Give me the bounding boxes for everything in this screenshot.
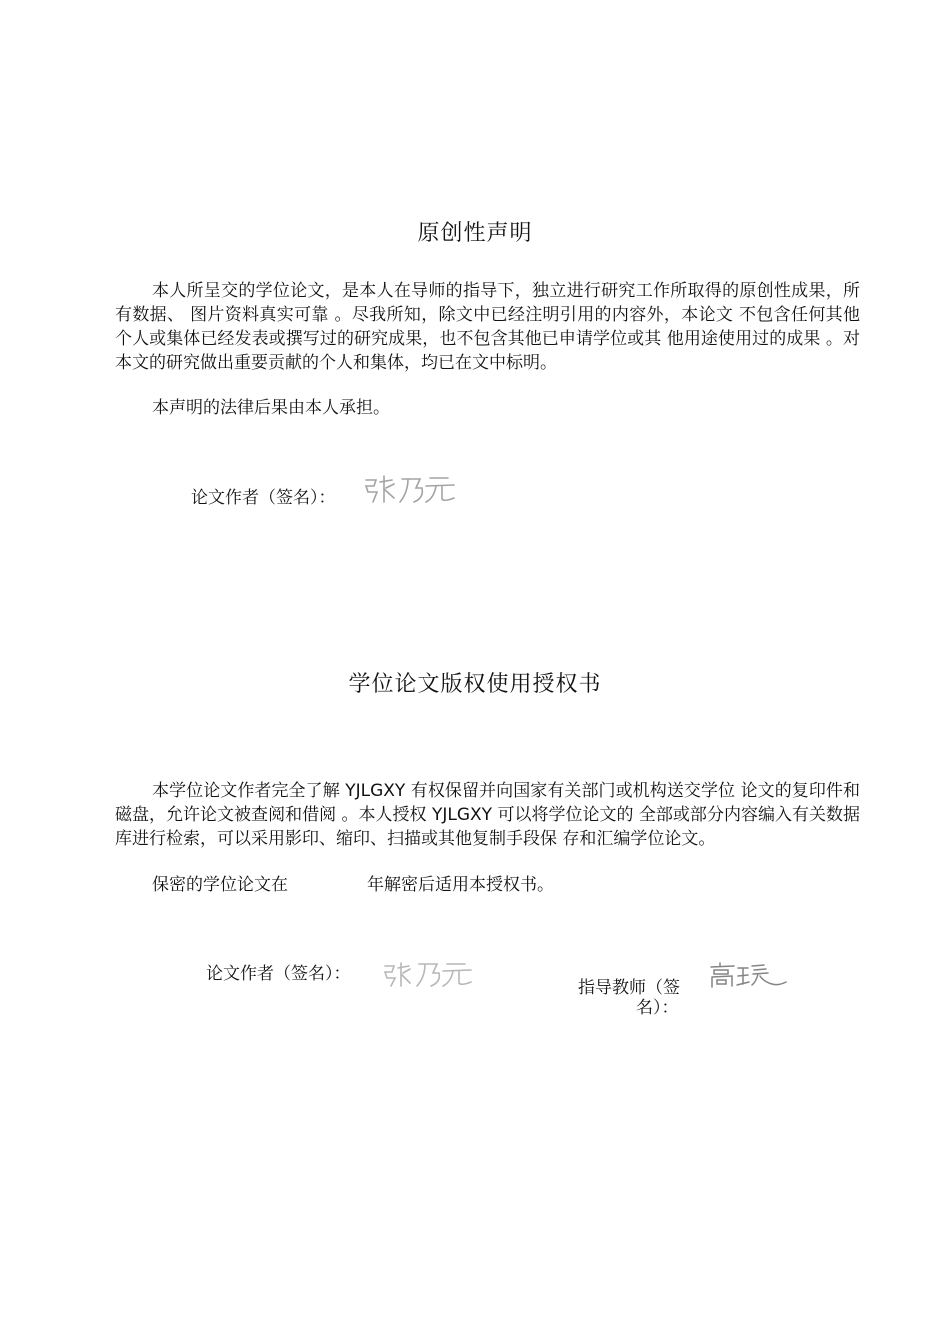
secret-suffix: 年解密后适用本授权书。 xyxy=(367,875,554,895)
secret-prefix: 保密的学位论文在 xyxy=(152,875,288,895)
authorization-title: 学位论文版权使用授权书 xyxy=(348,672,602,697)
declaration-paragraph: 本人所呈交的学位论文，是本人在导师的指导下，独立进行研究工作所取得的原创性成果，所有数据、 图片资料真实可靠 。尽我所知，除文中已经注明引用的内容外，本论文 不包含任何其他个人或集体已经发表或撰写过的研究成果，也不包含其他已申请学位或其 他用途使用过的成果 。对本文的研究做出重要贡献的个人和集体，均已在文中标明。 xyxy=(115,281,860,373)
authorization-author-signature xyxy=(381,958,477,990)
authorization-author-label: 论文作者（签名）： xyxy=(206,964,351,984)
advisor-signature xyxy=(708,960,788,990)
declaration-title: 原创性声明 xyxy=(417,221,533,246)
advisor-label-line2: 名）： xyxy=(636,998,679,1018)
declaration-author-label: 论文作者（签名）： xyxy=(191,488,336,508)
declaration-author-signature xyxy=(362,472,458,506)
advisor-label-line1: 指导教师（签 xyxy=(578,978,680,998)
declaration-legal-note: 本声明的法律后果由本人承担。 xyxy=(152,398,390,418)
authorization-paragraph: 本学位论文作者完全了解 YJLGXY 有权保留并向国家有关部门或机构送交学位 论文的复印件和磁盘，允许论文被查阅和借阅 。本人授权 YJLGXY 可以将学位论文的 全部或部分内容编入有关数据库进行检索，可以采用影印、缩印、扫描或其他复制手段保 存和汇编学位论文。 xyxy=(115,781,860,849)
